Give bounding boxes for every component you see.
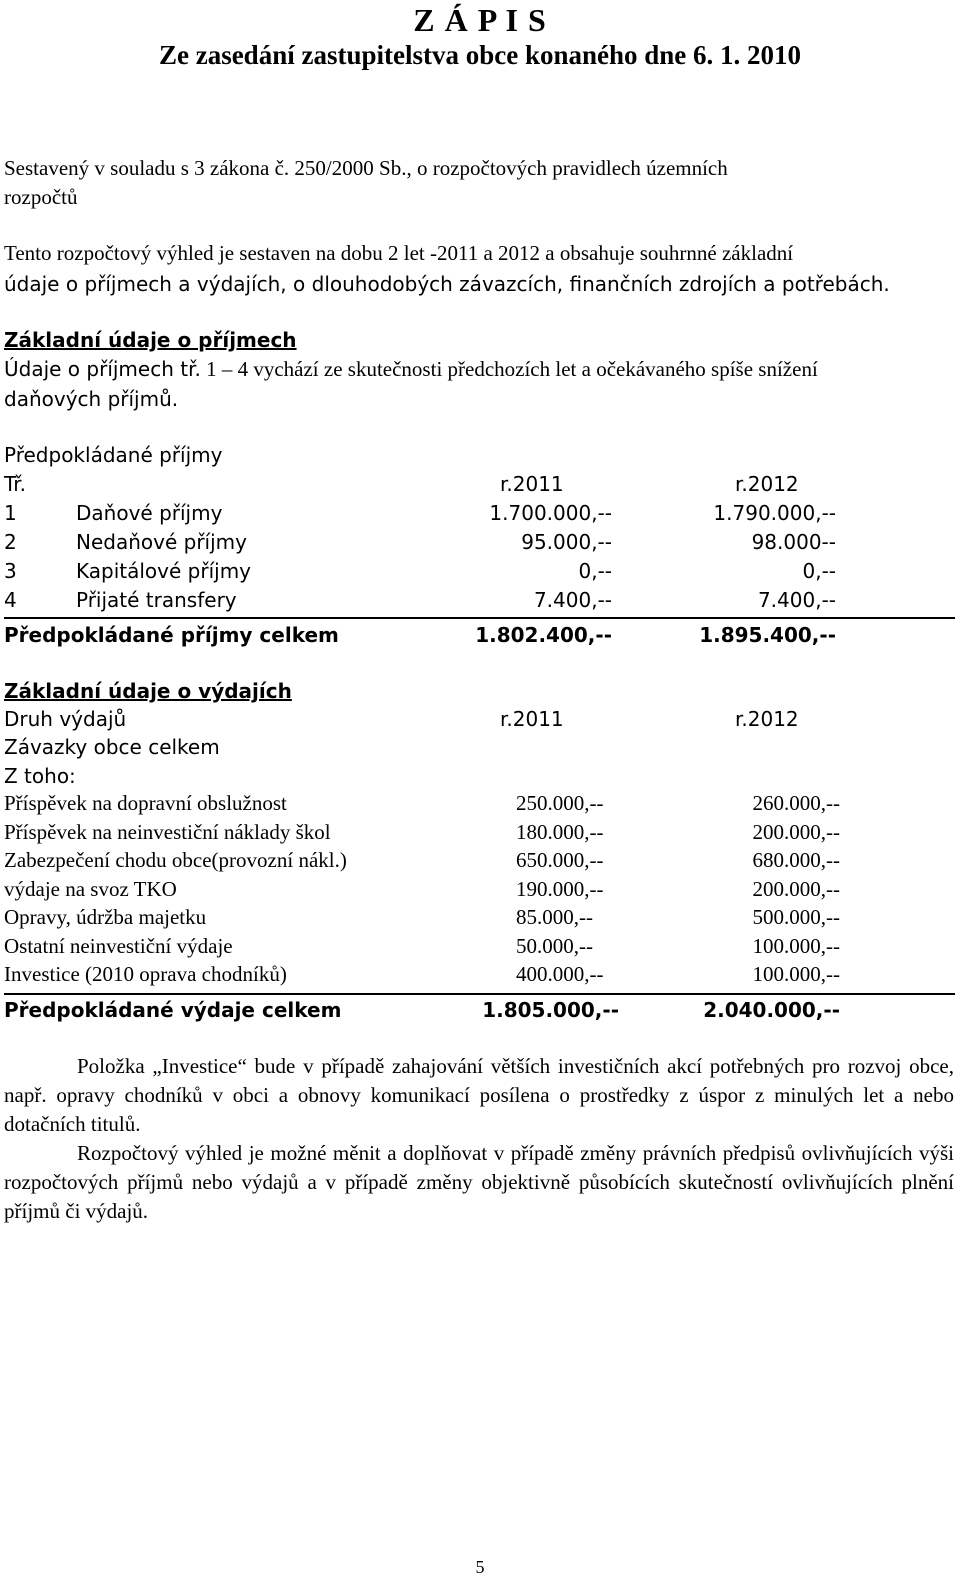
expense-row-2012: 260.000,--: [752, 791, 840, 815]
expense-row-name: Příspěvek na dopravní obslužnost: [4, 791, 287, 815]
expense-row-name: Opravy, údržba majetku: [4, 905, 207, 929]
income-total-rule: [4, 617, 955, 619]
expense-row-2011: 85.000,--: [516, 905, 593, 929]
income-table-title: Předpokládané příjmy: [4, 443, 223, 467]
outlook-line-1: Tento rozpočtový výhled je sestaven na dobu 2 let -2011 a 2012 a obsahuje souhrnné základní: [4, 241, 794, 265]
intro-line-1a: Sestavený v souladu s 3 zákona č. 250/2000 Sb.: [4, 156, 407, 180]
document-title: Z Á P I S: [413, 2, 547, 38]
expense-row-2012: 200.000,--: [752, 819, 840, 844]
income-row-name: Daňové příjmy: [76, 501, 223, 525]
expense-row-2011: 650.000,--: [516, 848, 604, 872]
income-row-2012: 0,--: [802, 559, 836, 583]
income-row-2011: 0,--: [578, 559, 612, 583]
income-row-2011: 7.400,--: [533, 588, 612, 612]
expense-row-2012: 680.000,--: [752, 848, 840, 872]
income-total-label: Předpokládané příjmy celkem: [4, 623, 339, 647]
expenses-col-2012: r.2012: [735, 707, 799, 731]
expenses-col-type: Druh výdajů: [4, 707, 127, 731]
expenses-heading: Základní údaje o výdajích: [4, 679, 292, 703]
outlook-line-2: údaje o příjmech a výdajích, o dlouhodobých závazcích, finančních zdrojích a potřebách.: [4, 272, 890, 296]
expense-row-2012: 200.000,--: [752, 876, 840, 901]
closing-paragraph-2: [4, 1139, 954, 1226]
intro-line-1b: , o rozpočtových pravidlech územních: [406, 156, 728, 180]
intro-line-1: [4, 154, 728, 182]
closing-paragraph-1-text: Položka „Investice“ bude v případě zahajování větších investičních akcí potřebných pro rozvoj obce, např. opravy chodníků v obci a obnovy komunikací posílena o prostředky z úspor z minulých let a nebo dotačních titulů.: [4, 1054, 954, 1136]
expense-row-2012: 100.000,--: [752, 933, 840, 958]
expense-row-2012: 500.000,--: [752, 905, 840, 929]
income-col-2012: r.2012: [735, 472, 799, 496]
document-subtitle: Ze zasedání zastupitelstva obce konaného dne 6. 1. 2010: [158, 40, 802, 70]
income-col-2011: r.2011: [500, 472, 564, 496]
expense-row-2011: 190.000,--: [516, 876, 604, 901]
expenses-total-label: Předpokládané výdaje celkem: [4, 998, 342, 1022]
intro-line-2: rozpočtů: [4, 185, 78, 209]
income-note-a: Údaje o příjmech tř.: [4, 357, 201, 381]
income-row-class: 3: [4, 559, 17, 583]
income-total-2011: 1.802.400,--: [475, 623, 612, 647]
expenses-total-2011: 1.805.000,--: [482, 998, 619, 1022]
income-note-b: 1 – 4 vychází ze skutečnosti předchozích let a očekávaného spíše snížení: [200, 357, 818, 381]
page-number: 5: [475, 1557, 485, 1577]
expenses-sub-total-label: Závazky obce celkem: [4, 735, 220, 759]
income-row-class: 4: [4, 588, 17, 612]
expenses-col-2011: r.2011: [500, 707, 564, 731]
expense-row-2011: 400.000,--: [516, 962, 604, 986]
income-row-class: 2: [4, 530, 17, 554]
expense-row-2012: 100.000,--: [752, 962, 840, 986]
income-heading: Základní údaje o příjmech: [4, 328, 297, 352]
income-row-2011: 1.700.000,--: [489, 501, 612, 525]
income-col-class: Tř.: [4, 472, 27, 496]
income-row-2012: 1.790.000,--: [713, 501, 836, 525]
income-row-name: Přijaté transfery: [76, 588, 237, 612]
income-row-2012: 98.000--: [751, 530, 836, 554]
income-row-2012: 7.400,--: [757, 588, 836, 612]
expense-row-name: Investice (2010 oprava chodníků): [4, 962, 287, 986]
expenses-sub-of-which: Z toho:: [4, 764, 76, 788]
expense-row-2011: 180.000,--: [516, 819, 604, 844]
income-row-name: Nedaňové příjmy: [76, 530, 247, 554]
expense-row-2011: 50.000,--: [516, 933, 593, 958]
income-row-class: 1: [4, 501, 17, 525]
expense-row-name: Ostatní neinvestiční výdaje: [4, 933, 233, 958]
income-total-2012: 1.895.400,--: [699, 623, 836, 647]
closing-paragraph-1: [4, 1052, 954, 1139]
expense-row-name: výdaje na svoz TKO: [4, 876, 177, 901]
closing-paragraph-2-text: Rozpočtový výhled je možné měnit a doplňovat v případě změny právních předpisů ovlivňujících výši rozpočtových příjmů nebo výdajů a v případě změny objektivně působících skutečností ovlivňujících plnění příjmů či výdajů.: [4, 1141, 954, 1223]
expense-row-2011: 250.000,--: [516, 791, 604, 815]
expense-row-name: Zabezpečení chodu obce(provozní nákl.): [4, 848, 347, 872]
income-note-line-2: daňových příjmů.: [4, 387, 179, 411]
income-row-name: Kapitálové příjmy: [76, 559, 252, 583]
expense-row-name: Příspěvek na neinvestiční náklady škol: [4, 819, 331, 844]
income-row-2011: 95.000,--: [521, 530, 612, 554]
income-note-line-1: [4, 355, 818, 386]
expenses-total-rule: [4, 993, 955, 995]
expenses-total-2012: 2.040.000,--: [703, 998, 840, 1022]
